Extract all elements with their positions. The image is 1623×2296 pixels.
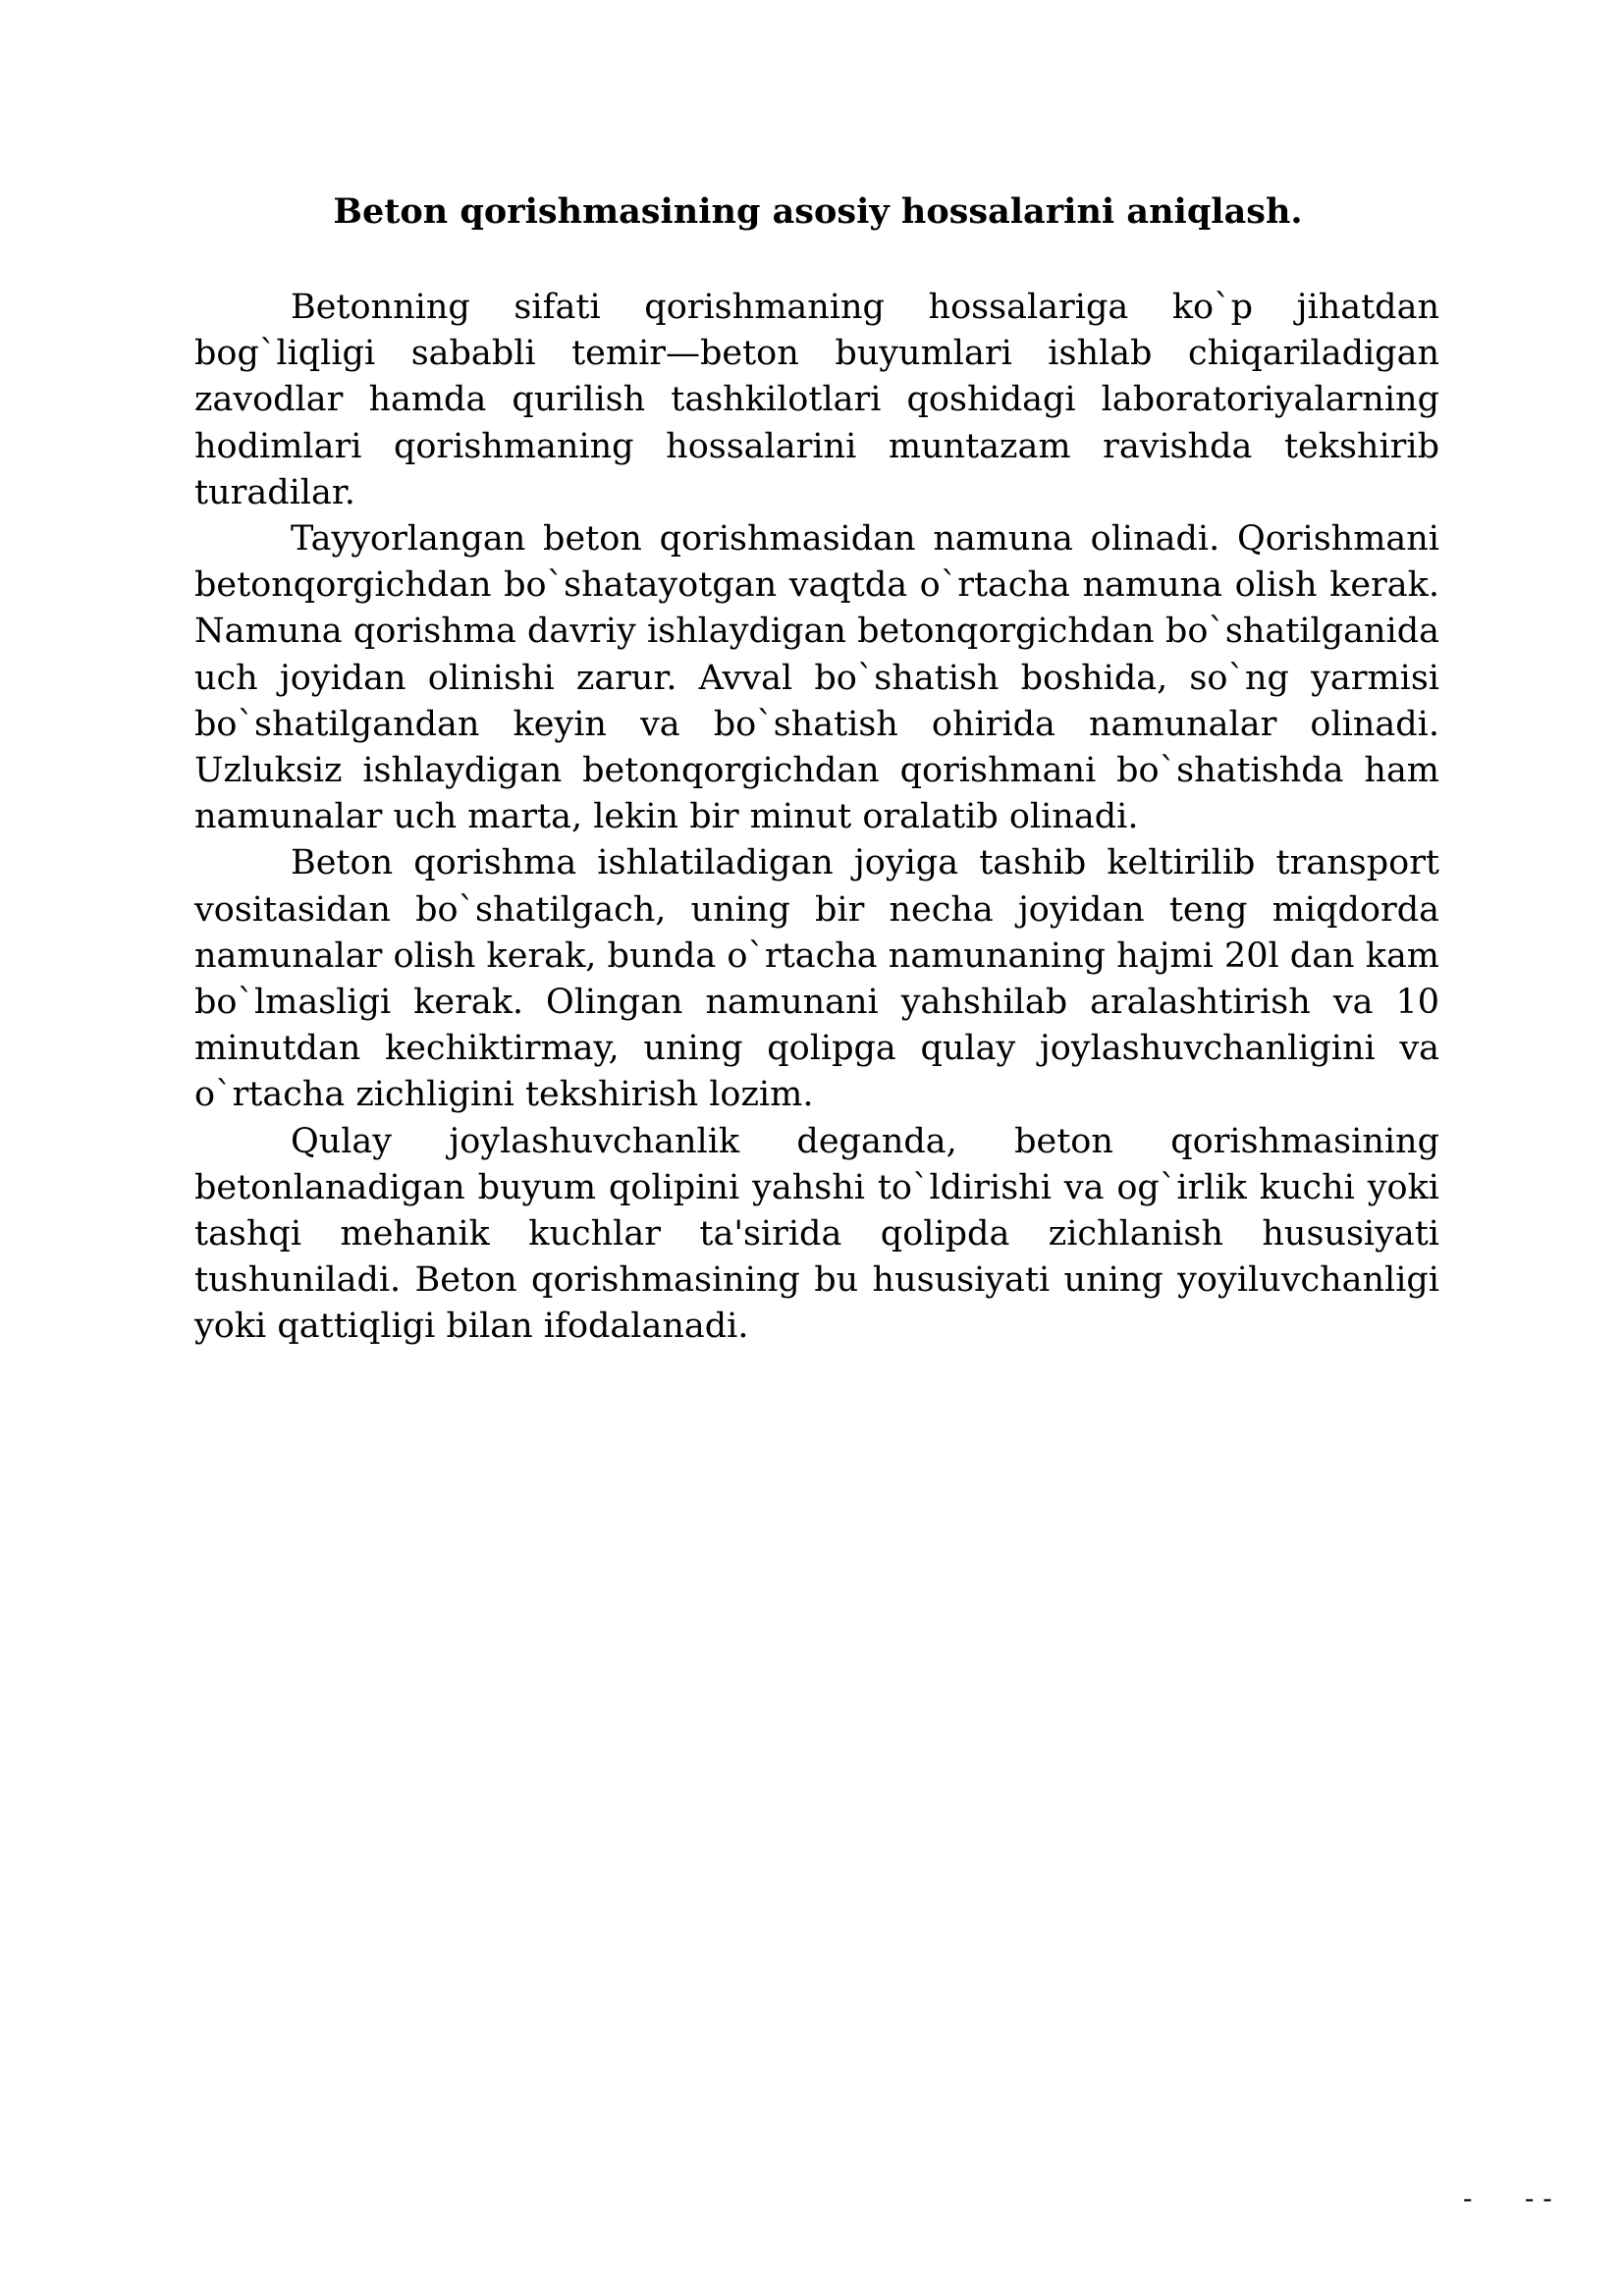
paragraph-2: Tayyorlangan beton qorishmasidan namuna olinadi. Qorishmani betonqorgichdan bo`shatayotgan vaqtda o`rtacha namuna olish kerak. Namuna qorishma davriy ishlaydigan betonqorgichdan bo`shatilganida uch joyidan olinishi zarur. Avval bo`shatish boshida, so`ng yarmisi bo`shatilgandan keyin va bo`shatish ohirida namunalar olinadi. Uzluksiz ishlaydigan betonqorgichdan qorishmani bo`shatishda ham namunalar uch marta, lekin bir minut oralatib olinadi.: [194, 519, 1439, 837]
document-body: [194, 285, 1439, 1351]
footer-marks: - - -: [1463, 2182, 1552, 2215]
document-title: Beton qorishmasining asosiy hossalarini aniqlash.: [333, 191, 1303, 232]
paragraph-3: Beton qorishma ishlatiladigan joyiga tashib keltirilib transport vositasidan bo`shatilgach, uning bir necha joyidan teng miqdorda namunalar olish kerak, bunda o`rtacha namunaning hajmi 20l dan kam bo`lmasligi kerak. Olingan namunani yahshilab aralashtirish va 10 minutdan kechiktirmay, uning qolipga qulay joylashuvchanligini va o`rtacha zichligini tekshirish lozim.: [194, 843, 1439, 1115]
paragraph-4: Qulay joylashuvchanlik deganda, beton qorishmasining betonlanadigan buyum qolipini yahshi to`ldirishi va og`irlik kuchi yoki tashqi mehanik kuchlar ta'sirida qolipda zichlanish hususiyati tushuniladi. Beton qorishmasining bu hususiyati uning yoyiluvchanligi yoki qattiqligi bilan ifodalanadi.: [194, 1121, 1439, 1347]
paragraph-1: Betonning sifati qorishmaning hossalariga ko`p jihatdan bog`liqligi sababli temir—beton buyumlari ishlab chiqariladigan zavodlar hamda qurilish tashkilotlari qoshidagi laboratoriyalarning hodimlari qorishmaning hossalarini muntazam ravishda tekshirib turadilar.: [194, 288, 1439, 512]
